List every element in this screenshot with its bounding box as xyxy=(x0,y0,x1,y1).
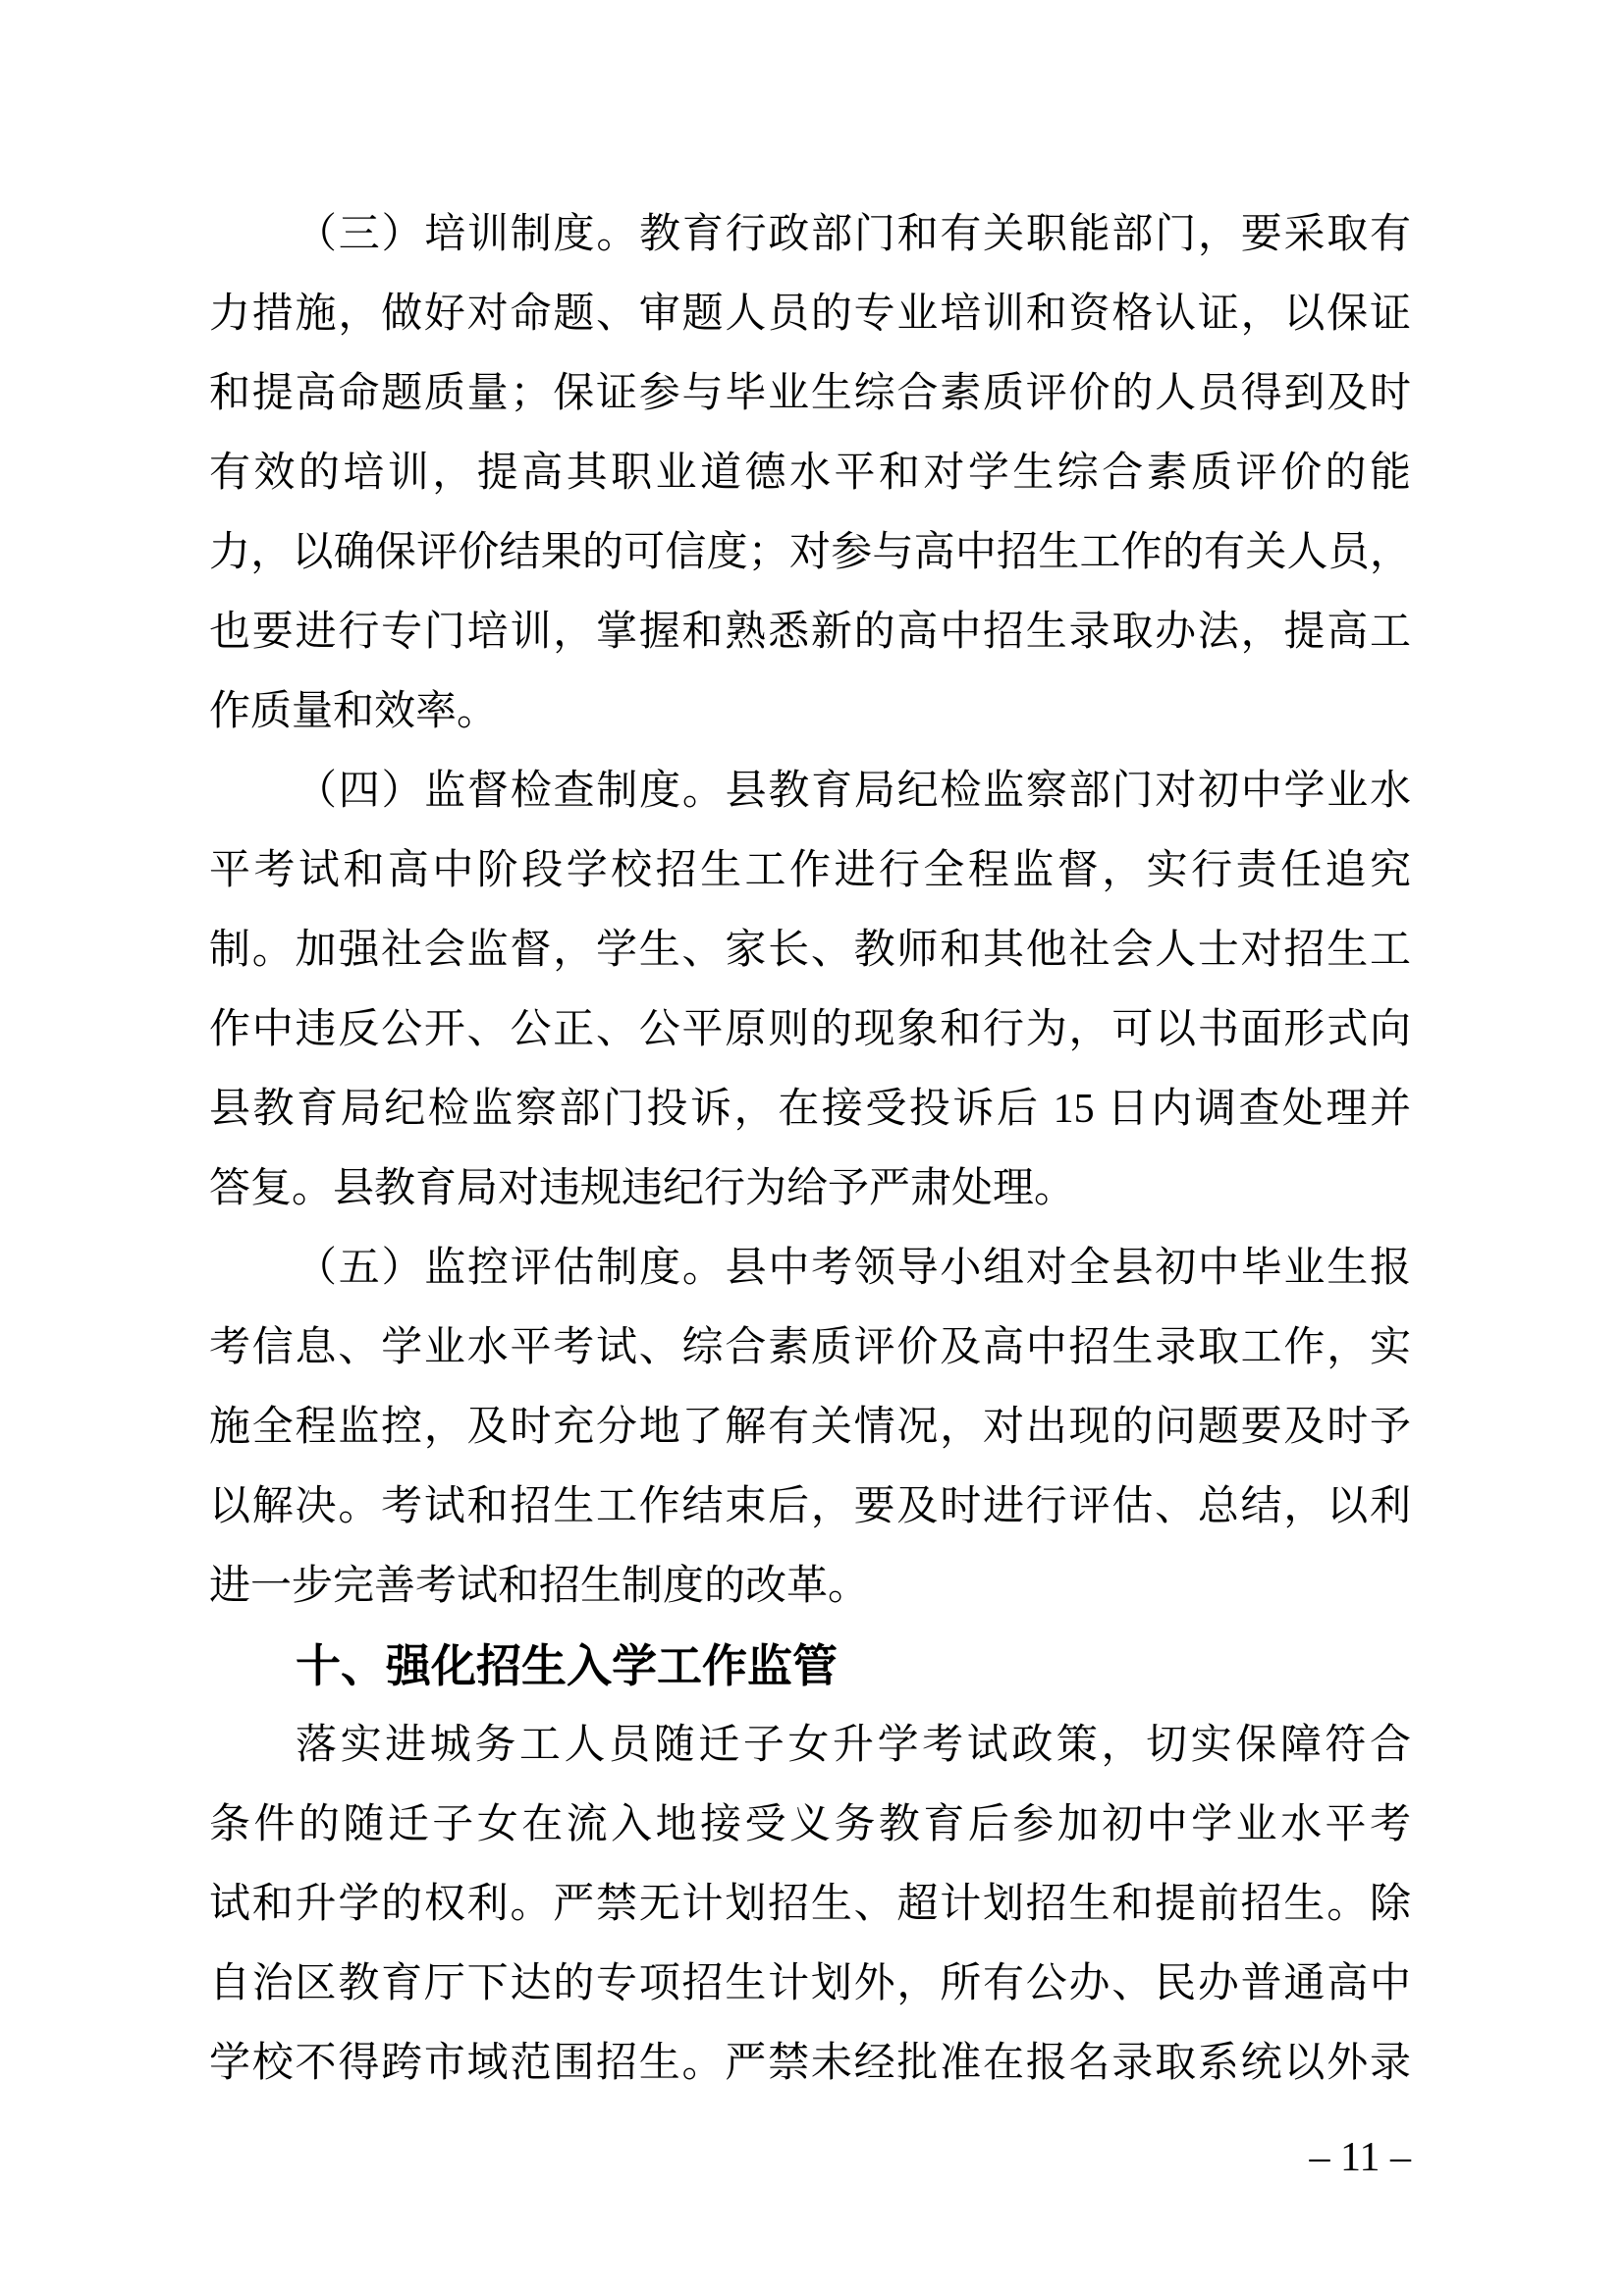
text-line: 制。加强社会监督，学生、家长、教师和其他社会人士对招生工 xyxy=(209,928,1411,973)
text-line: 试和升学的权利。严禁无计划招生、超计划招生和提前招生。除 xyxy=(209,1882,1411,1927)
text-line: 答复。县教育局对违规违纪行为给予严肃处理。 xyxy=(209,1166,1076,1211)
text-line: 力，以确保评价结果的可信度；对参与高中招生工作的有关人员， xyxy=(209,530,1411,575)
text-line: 也要进行专门培训，掌握和熟悉新的高中招生录取办法，提高工 xyxy=(209,610,1411,655)
item-5-monitoring-evaluation-paragraph xyxy=(209,1229,1411,1627)
item-4-supervision-inspection-paragraph xyxy=(209,752,1411,1229)
page-number: – 11 – xyxy=(1309,2135,1411,2180)
text-line: 力措施，做好对命题、审题人员的专业培训和资格认证，以保证 xyxy=(209,292,1411,337)
text-line: 以解决。考试和招生工作结束后，要及时进行评估、总结，以利 xyxy=(209,1484,1411,1529)
text-line: 和提高命题质量；保证参与毕业生综合素质评价的人员得到及时 xyxy=(209,371,1411,416)
text-line: 作中违反公开、公正、公平原则的现象和行为，可以书面形式向 xyxy=(209,1007,1411,1052)
text-line: 有效的培训，提高其职业道德水平和对学生综合素质评价的能 xyxy=(209,451,1411,496)
section-heading-line: 十、强化招生入学工作监管 xyxy=(296,1640,838,1691)
text-line: 施全程监控，及时充分地了解有关情况，对出现的问题要及时予 xyxy=(209,1405,1411,1450)
text-line: 落实进城务工人员随迁子女升学考试政策，切实保障符合 xyxy=(296,1723,1411,1768)
text-line: （四）监督检查制度。县教育局纪检监察部门对初中学业水 xyxy=(296,769,1411,814)
migrant-children-enrollment-paragraph xyxy=(209,1706,1411,2104)
text-line: 自治区教育厅下达的专项招生计划外，所有公办、民办普通高中 xyxy=(209,1961,1411,2006)
text-line: 考信息、学业水平考试、综合素质评价及高中招生录取工作，实 xyxy=(209,1325,1411,1370)
text-line: 作质量和效率。 xyxy=(209,689,499,734)
item-3-training-system-paragraph xyxy=(209,195,1411,752)
section-10-heading xyxy=(209,1627,1411,1706)
text-line: （五）监控评估制度。县中考领导小组对全县初中毕业生报 xyxy=(296,1246,1411,1291)
text-line: （三）培训制度。教育行政部门和有关职能部门，要采取有 xyxy=(296,212,1411,257)
text-line: 进一步完善考试和招生制度的改革。 xyxy=(209,1564,870,1609)
text-line: 平考试和高中阶段学校招生工作进行全程监督，实行责任追究 xyxy=(209,848,1411,893)
text-line: 条件的随迁子女在流入地接受义务教育后参加初中学业水平考 xyxy=(209,1802,1411,1847)
text-line: 学校不得跨市域范围招生。严禁未经批准在报名录取系统以外录 xyxy=(209,2041,1411,2086)
text-line: 县教育局纪检监察部门投诉，在接受投诉后 15 日内调查处理并 xyxy=(209,1087,1411,1132)
document-body xyxy=(209,195,1411,2104)
